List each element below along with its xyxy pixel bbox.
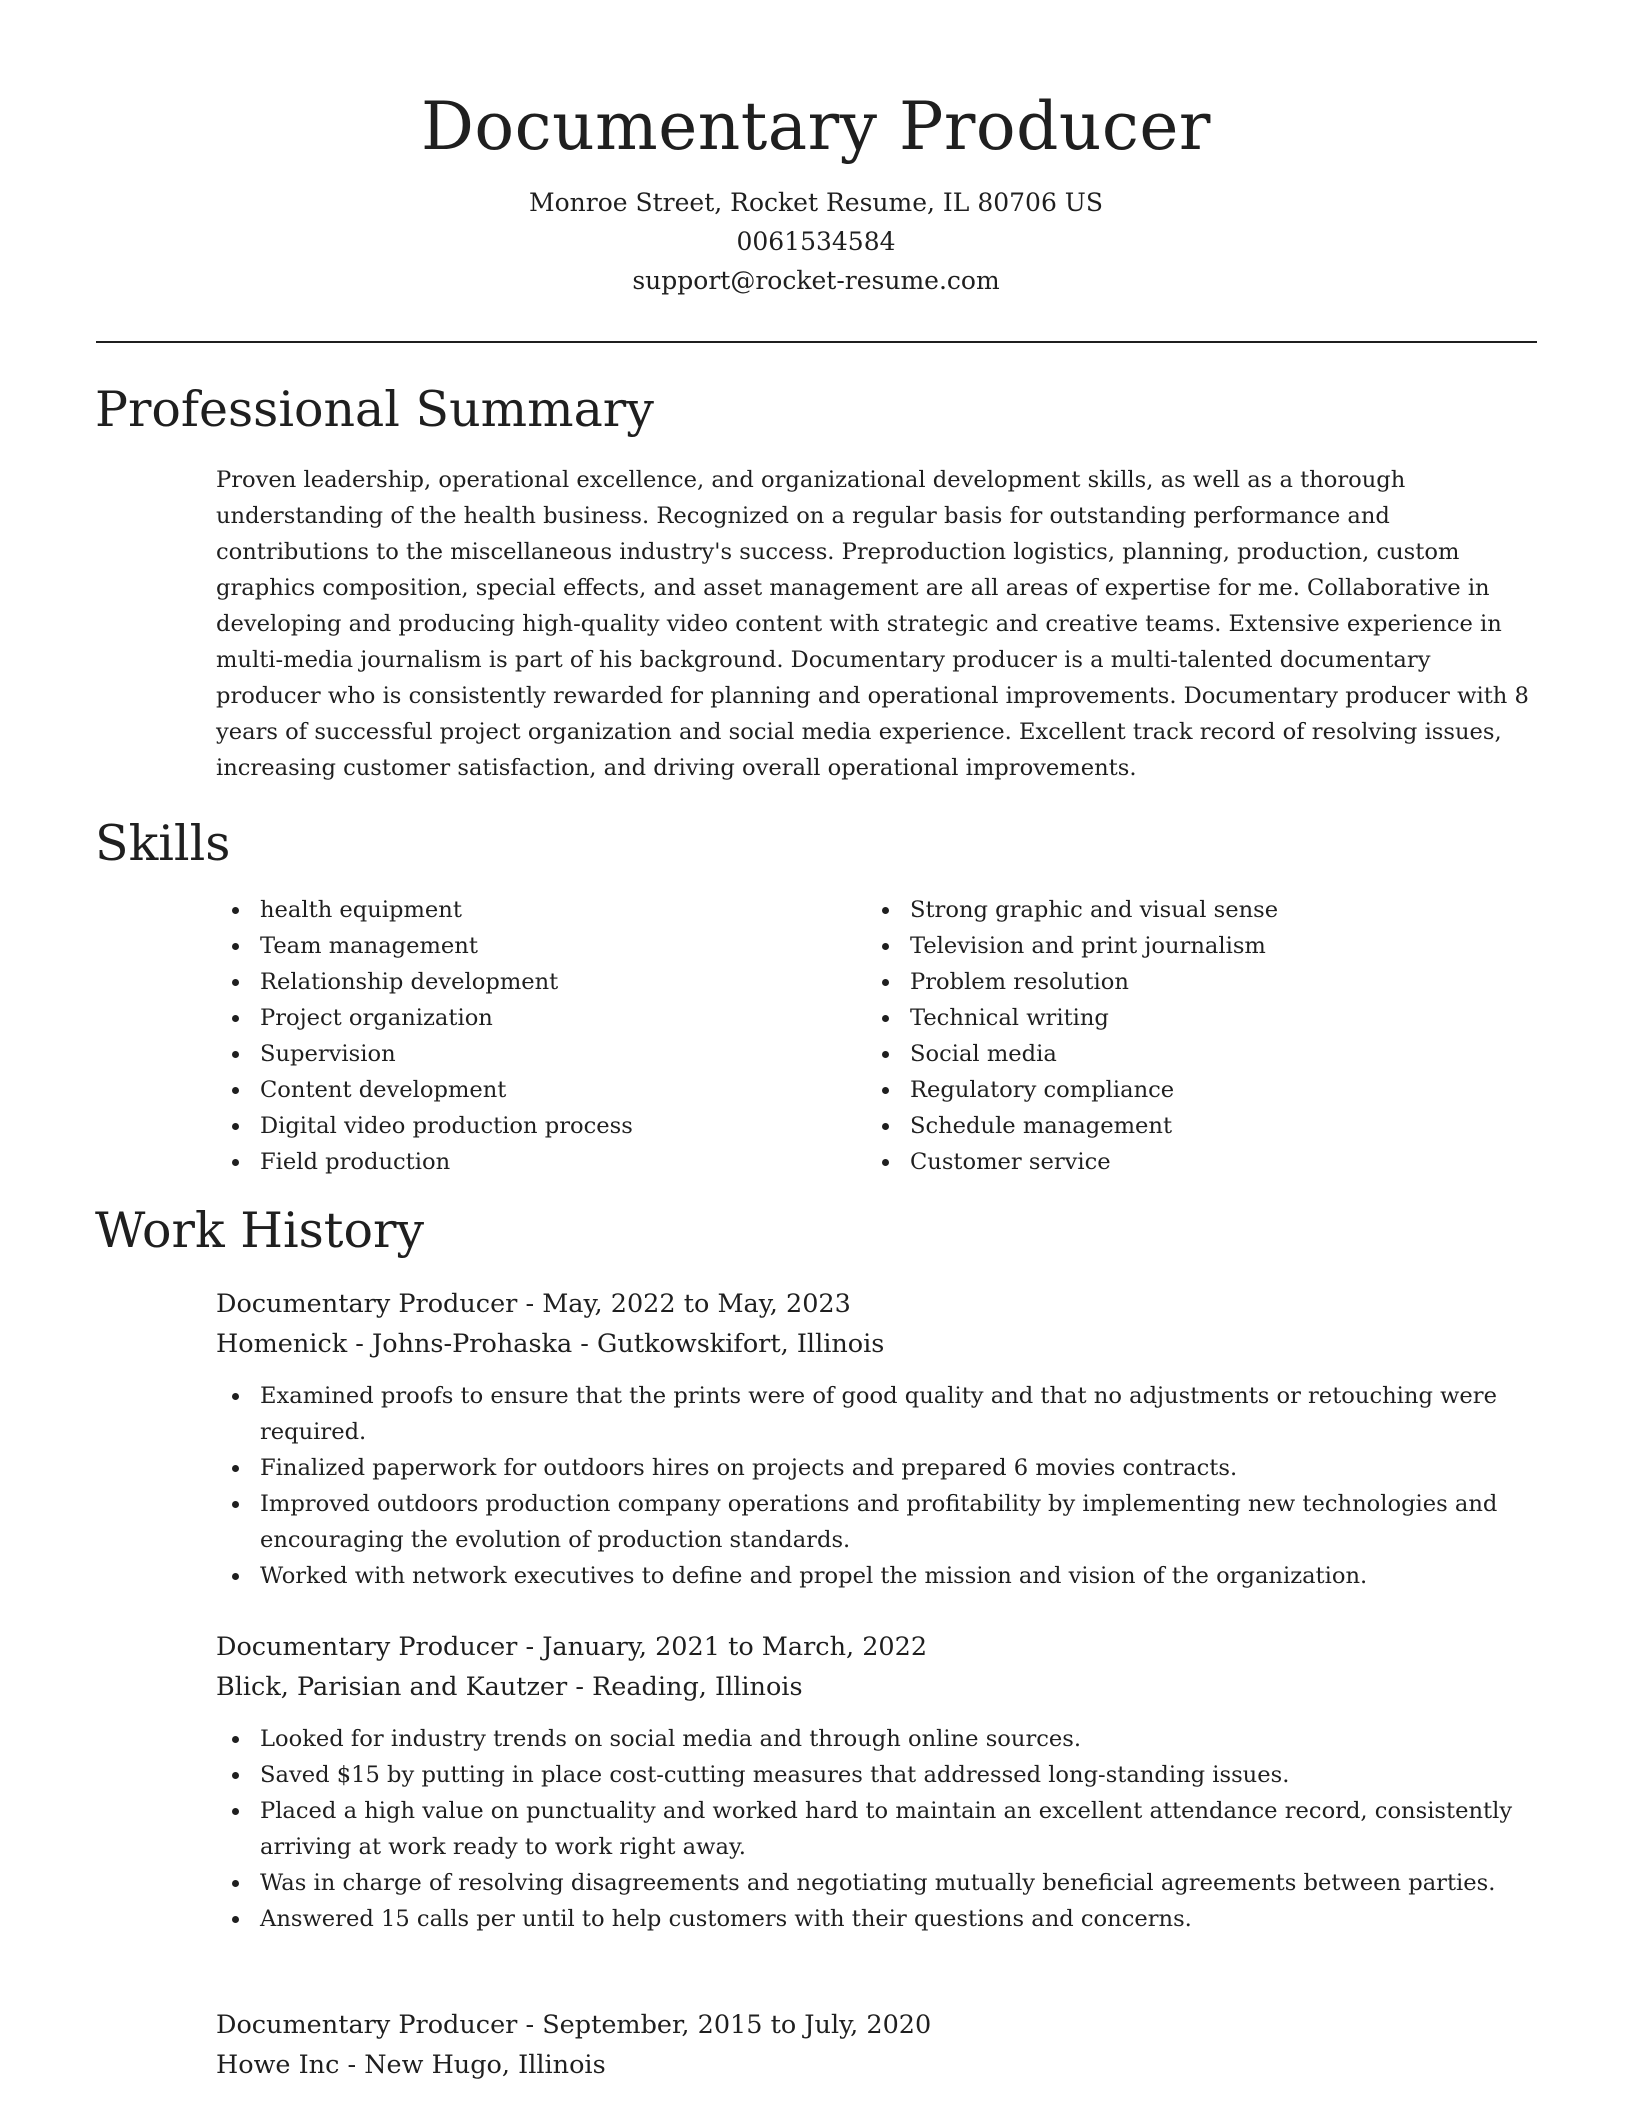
skill-item: Project organization	[216, 1000, 856, 1036]
job-location: Reading, Illinois	[592, 1672, 803, 1702]
header-divider	[96, 341, 1537, 343]
skill-item: Field production	[216, 1144, 856, 1180]
skill-item: Customer service	[866, 1144, 1506, 1180]
job-employer-line	[216, 2045, 606, 2085]
job-position: Documentary Producer	[216, 2010, 518, 2040]
summary-heading: Professional Summary	[95, 381, 654, 438]
skill-item: health equipment	[216, 892, 856, 928]
skill-item: Team management	[216, 928, 856, 964]
job-separator: -	[572, 1329, 598, 1359]
job-title-line	[216, 2005, 931, 2045]
skill-item: Regulatory compliance	[866, 1072, 1506, 1108]
summary-text: Proven leadership, operational excellence, and organizational development skills, as well as a thorough understanding of the health business. Recognized on a regular basis for outstanding performance and contributions to the miscellaneous industry's success. Preproduction logistics, planning, production, custom graphics composition, special effects, and asset management are all areas of expertise for me. Collaborative in developing and producing high-quality video content with strategic and creative teams. Extensive experience in multi-media journalism is part of his background. Documentary producer is a multi-talented documentary producer who is consistently rewarded for planning and operational improvements. Documentary producer with 8 years of successful project organization and social media experience. Excellent track record of resolving issues, increasing customer satisfaction, and driving overall operational improvements.	[216, 467, 1529, 781]
job-employer-line	[216, 1667, 803, 1707]
job-separator: -	[567, 1672, 593, 1702]
skill-item: Content development	[216, 1072, 856, 1108]
job-bullet: Worked with network executives to define and propel the mission and vision of the organization.	[216, 1558, 1546, 1594]
job-bullet: Looked for industry trends on social media and through online sources.	[216, 1721, 1546, 1757]
job-separator: -	[517, 1289, 543, 1319]
job-position: Documentary Producer	[216, 1289, 518, 1319]
job-location: New Hugo, Illinois	[364, 2050, 606, 2080]
job-employer: Homenick - Johns-Prohaska	[216, 1329, 573, 1359]
skill-item: Technical writing	[866, 1000, 1506, 1036]
job-employer-line	[216, 1324, 884, 1364]
job-bullet: Finalized paperwork for outdoors hires on projects and prepared 6 movies contracts.	[216, 1450, 1546, 1486]
job-title-line	[216, 1284, 851, 1324]
job-employer: Howe Inc	[216, 2050, 340, 2080]
job-separator: -	[517, 1632, 543, 1662]
job-bullet: Was in charge of resolving disagreements and negotiating mutually beneficial agreements between parties.	[216, 1865, 1546, 1901]
skill-item: Television and print journalism	[866, 928, 1506, 964]
job-bullet: Examined proofs to ensure that the prints were of good quality and that no adjustments or retouching were required.	[216, 1378, 1546, 1450]
job-bullet: Saved $15 by putting in place cost-cutting measures that addressed long-standing issues.	[216, 1757, 1546, 1793]
job-location: Gutkowskifort, Illinois	[597, 1329, 885, 1359]
job-separator: -	[339, 2050, 365, 2080]
job-bullet: Answered 15 calls per until to help customers with their questions and concerns.	[216, 1901, 1546, 1937]
job-position: Documentary Producer	[216, 1632, 518, 1662]
job-dates: May, 2022 to May, 2023	[542, 1289, 851, 1319]
skill-item: Problem resolution	[866, 964, 1506, 1000]
skill-item: Relationship development	[216, 964, 856, 1000]
work-history-heading: Work History	[95, 1202, 425, 1259]
skill-item: Supervision	[216, 1036, 856, 1072]
job-title-line	[216, 1627, 927, 1667]
job-bullets	[216, 1721, 1546, 1937]
skills-list-right	[866, 892, 1506, 1180]
job-bullets	[216, 1378, 1546, 1594]
job-dates: September, 2015 to July, 2020	[542, 2010, 932, 2040]
contact-address: Monroe Street, Rocket Resume, IL 80706 US	[529, 188, 1103, 217]
skill-item: Strong graphic and visual sense	[866, 892, 1506, 928]
job-employer: Blick, Parisian and Kautzer	[216, 1672, 568, 1702]
contact-email: support@rocket-resume.com	[632, 266, 1000, 295]
candidate-name: Documentary Producer	[421, 88, 1211, 165]
resume-header	[0, 82, 1632, 300]
contact-phone: 0061534584	[736, 227, 896, 256]
skill-item: Schedule management	[866, 1108, 1506, 1144]
job-separator: -	[517, 2010, 543, 2040]
job-bullet: Improved outdoors production company operations and profitability by implementing new technologies and encouraging the evolution of production standards.	[216, 1486, 1546, 1558]
skill-item: Social media	[866, 1036, 1506, 1072]
job-dates: January, 2021 to March, 2022	[542, 1632, 928, 1662]
skills-list-left	[216, 892, 856, 1180]
skill-item: Digital video production process	[216, 1108, 856, 1144]
skills-heading: Skills	[95, 815, 231, 872]
job-bullet: Placed a high value on punctuality and worked hard to maintain an excellent attendance record, consistently arriving at work ready to work right away.	[216, 1793, 1546, 1865]
